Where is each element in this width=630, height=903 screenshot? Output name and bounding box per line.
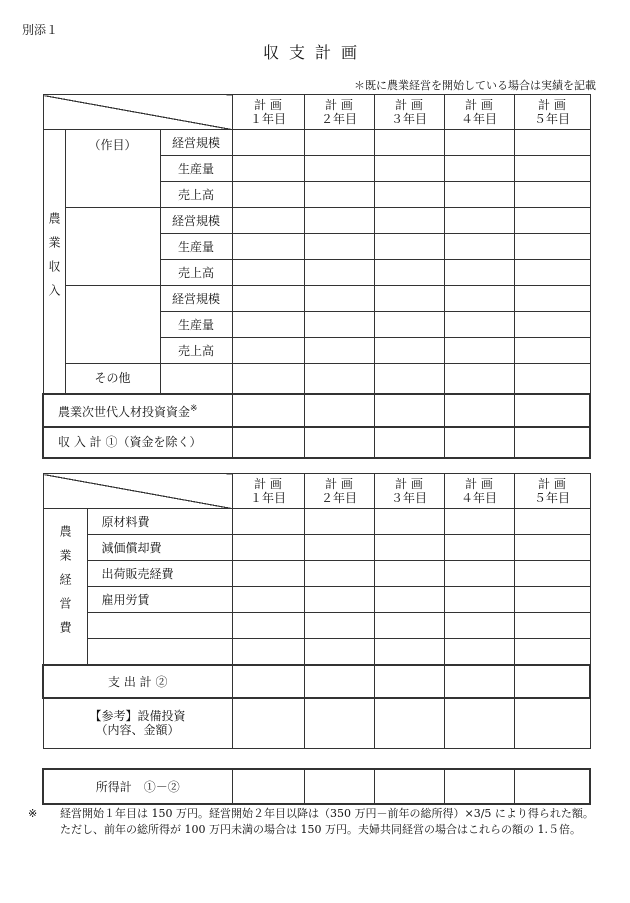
input-cell[interactable] bbox=[232, 613, 304, 639]
input-cell[interactable] bbox=[304, 613, 374, 639]
table-row bbox=[43, 613, 590, 639]
input-cell[interactable] bbox=[444, 698, 514, 748]
item-label: 経営規模 bbox=[160, 130, 232, 156]
item-label: 売上高 bbox=[160, 260, 232, 286]
input-cell[interactable] bbox=[232, 561, 304, 587]
input-cell[interactable] bbox=[304, 286, 374, 312]
table-row bbox=[43, 509, 590, 535]
input-cell[interactable] bbox=[444, 286, 514, 312]
input-cell[interactable] bbox=[374, 312, 444, 338]
input-cell[interactable] bbox=[232, 535, 304, 561]
crop-blank[interactable] bbox=[65, 208, 160, 286]
expense-header-row bbox=[43, 474, 590, 509]
input-cell[interactable] bbox=[514, 260, 590, 286]
input-cell[interactable] bbox=[232, 427, 304, 458]
header-diagonal-cell bbox=[43, 95, 232, 130]
table-row bbox=[43, 561, 590, 587]
input-cell[interactable] bbox=[374, 260, 444, 286]
input-cell[interactable] bbox=[444, 509, 514, 535]
item-label: 減価償却費 bbox=[87, 535, 232, 561]
input-cell[interactable] bbox=[514, 234, 590, 260]
input-cell[interactable] bbox=[374, 639, 444, 666]
input-cell[interactable] bbox=[374, 286, 444, 312]
net-income-table bbox=[42, 768, 591, 805]
input-cell[interactable] bbox=[304, 260, 374, 286]
income-table bbox=[42, 94, 591, 459]
table-row bbox=[43, 364, 590, 394]
input-cell[interactable] bbox=[514, 665, 590, 698]
expense-table bbox=[42, 473, 591, 749]
table-row bbox=[43, 639, 590, 666]
input-cell[interactable] bbox=[514, 613, 590, 639]
table-row bbox=[43, 535, 590, 561]
item-label: 原材料費 bbox=[87, 509, 232, 535]
year-header-5: 計 画 ５年目 bbox=[514, 474, 590, 509]
input-cell[interactable] bbox=[444, 312, 514, 338]
input-cell[interactable] bbox=[374, 130, 444, 156]
input-cell[interactable] bbox=[444, 587, 514, 613]
item-label: 売上高 bbox=[160, 338, 232, 364]
input-cell[interactable] bbox=[304, 769, 374, 804]
input-cell[interactable] bbox=[232, 208, 304, 234]
input-cell[interactable] bbox=[444, 394, 514, 427]
input-cell[interactable] bbox=[444, 338, 514, 364]
input-cell[interactable] bbox=[304, 182, 374, 208]
input-cell[interactable] bbox=[232, 286, 304, 312]
income-header-row bbox=[43, 95, 590, 130]
input-cell[interactable] bbox=[514, 286, 590, 312]
page-title: 収支計画 bbox=[262, 43, 367, 62]
input-cell[interactable] bbox=[304, 665, 374, 698]
table-row bbox=[43, 130, 590, 156]
table-row bbox=[43, 208, 590, 234]
expense-total-label: 支 出 計 ② bbox=[43, 665, 232, 698]
input-cell[interactable] bbox=[444, 561, 514, 587]
input-cell[interactable] bbox=[374, 427, 444, 458]
input-cell[interactable] bbox=[374, 587, 444, 613]
item-label: 経営規模 bbox=[160, 208, 232, 234]
year-header-4: 計 画 ４年目 bbox=[444, 474, 514, 509]
input-cell[interactable] bbox=[304, 312, 374, 338]
item-label[interactable] bbox=[87, 639, 232, 666]
input-cell[interactable] bbox=[304, 561, 374, 587]
input-cell[interactable] bbox=[304, 639, 374, 666]
other-label: その他 bbox=[65, 364, 160, 394]
input-cell[interactable] bbox=[374, 182, 444, 208]
input-cell[interactable] bbox=[514, 587, 590, 613]
input-cell[interactable] bbox=[514, 509, 590, 535]
year-header-3: 計 画 ３年目 bbox=[374, 474, 444, 509]
net-income-label: 所得計 ①－② bbox=[43, 769, 232, 804]
input-cell[interactable] bbox=[374, 394, 444, 427]
input-cell[interactable] bbox=[374, 698, 444, 748]
year-header-1: 計 画 １年目 bbox=[232, 95, 304, 130]
input-cell[interactable] bbox=[304, 364, 374, 394]
input-cell[interactable] bbox=[232, 665, 304, 698]
input-cell[interactable] bbox=[232, 364, 304, 394]
input-cell[interactable] bbox=[304, 338, 374, 364]
input-cell[interactable] bbox=[444, 130, 514, 156]
actual-results-note: ＊既に農業経営を開始している場合は実績を記載 bbox=[354, 79, 596, 92]
income-category: 農業収入 bbox=[43, 130, 65, 394]
input-cell[interactable] bbox=[514, 130, 590, 156]
net-income-row bbox=[43, 769, 590, 804]
input-cell[interactable] bbox=[232, 394, 304, 427]
input-cell[interactable] bbox=[444, 427, 514, 458]
input-cell[interactable] bbox=[304, 234, 374, 260]
table-row bbox=[43, 286, 590, 312]
reference-row bbox=[43, 698, 590, 748]
input-cell[interactable] bbox=[444, 234, 514, 260]
input-cell[interactable] bbox=[232, 587, 304, 613]
item-label: 雇用労賃 bbox=[87, 587, 232, 613]
year-header-1: 計 画 １年目 bbox=[232, 474, 304, 509]
input-cell[interactable] bbox=[444, 364, 514, 394]
input-cell[interactable] bbox=[232, 182, 304, 208]
input-cell[interactable] bbox=[514, 535, 590, 561]
input-cell[interactable] bbox=[304, 156, 374, 182]
expense-total-row bbox=[43, 665, 590, 698]
input-cell[interactable] bbox=[374, 665, 444, 698]
input-cell[interactable] bbox=[304, 587, 374, 613]
input-cell[interactable] bbox=[444, 208, 514, 234]
input-cell[interactable] bbox=[514, 312, 590, 338]
item-label[interactable] bbox=[87, 613, 232, 639]
input-cell[interactable] bbox=[232, 338, 304, 364]
fund-row bbox=[43, 394, 590, 427]
input-cell[interactable] bbox=[444, 260, 514, 286]
input-cell[interactable] bbox=[514, 182, 590, 208]
income-total-label: 収 入 計 ①（資金を除く） bbox=[43, 427, 232, 458]
input-cell[interactable] bbox=[514, 698, 590, 748]
input-cell[interactable] bbox=[514, 156, 590, 182]
crop-blank[interactable] bbox=[65, 286, 160, 364]
input-cell[interactable] bbox=[514, 364, 590, 394]
income-total-row bbox=[43, 427, 590, 458]
footnote-text: 経営開始１年目は 150 万円。経営開始２年目以降は（350 万円－前年の総所得）×3/5 により得られた額。ただし、前年の総所得が 100 万円未満の場合は 150 万円。夫婦共同経営の場合はこれらの額の 1.５倍。 bbox=[60, 807, 594, 836]
input-cell[interactable] bbox=[514, 338, 590, 364]
input-cell[interactable] bbox=[444, 639, 514, 666]
input-cell[interactable] bbox=[304, 394, 374, 427]
year-header-5: 計 画 ５年目 bbox=[514, 95, 590, 130]
input-cell[interactable] bbox=[160, 364, 232, 394]
reference-label: 【参考】設備投資 （内容、金額） bbox=[43, 698, 232, 748]
item-label: 生産量 bbox=[160, 156, 232, 182]
input-cell[interactable] bbox=[232, 509, 304, 535]
input-cell[interactable] bbox=[514, 394, 590, 427]
input-cell[interactable] bbox=[232, 312, 304, 338]
year-header-2: 計 画 ２年目 bbox=[304, 95, 374, 130]
expense-category: 農業経営費 bbox=[43, 509, 87, 666]
input-cell[interactable] bbox=[304, 535, 374, 561]
input-cell[interactable] bbox=[304, 130, 374, 156]
input-cell[interactable] bbox=[514, 561, 590, 587]
input-cell[interactable] bbox=[514, 639, 590, 666]
input-cell[interactable] bbox=[374, 769, 444, 804]
input-cell[interactable] bbox=[232, 156, 304, 182]
item-label: 経営規模 bbox=[160, 286, 232, 312]
input-cell[interactable] bbox=[232, 639, 304, 666]
input-cell[interactable] bbox=[514, 769, 590, 804]
input-cell[interactable] bbox=[374, 364, 444, 394]
input-cell[interactable] bbox=[374, 234, 444, 260]
input-cell[interactable] bbox=[304, 509, 374, 535]
input-cell[interactable] bbox=[374, 156, 444, 182]
table-row bbox=[43, 587, 590, 613]
input-cell[interactable] bbox=[444, 769, 514, 804]
item-label: 売上高 bbox=[160, 182, 232, 208]
input-cell[interactable] bbox=[444, 182, 514, 208]
input-cell[interactable] bbox=[304, 208, 374, 234]
input-cell[interactable] bbox=[374, 509, 444, 535]
input-cell[interactable] bbox=[232, 130, 304, 156]
input-cell[interactable] bbox=[374, 535, 444, 561]
input-cell[interactable] bbox=[514, 208, 590, 234]
year-header-4: 計 画 ４年目 bbox=[444, 95, 514, 130]
input-cell[interactable] bbox=[232, 769, 304, 804]
input-cell[interactable] bbox=[232, 698, 304, 748]
item-label: 生産量 bbox=[160, 234, 232, 260]
input-cell[interactable] bbox=[444, 156, 514, 182]
input-cell[interactable] bbox=[232, 234, 304, 260]
header-diagonal-cell bbox=[43, 474, 232, 509]
input-cell[interactable] bbox=[444, 535, 514, 561]
input-cell[interactable] bbox=[304, 427, 374, 458]
footnote bbox=[30, 806, 598, 838]
footnote-mark: ※ bbox=[28, 807, 38, 820]
year-header-2: 計 画 ２年目 bbox=[304, 474, 374, 509]
input-cell[interactable] bbox=[444, 613, 514, 639]
item-label: 生産量 bbox=[160, 312, 232, 338]
item-label: 出荷販売経費 bbox=[87, 561, 232, 587]
fund-label: 農業次世代人材投資資金※ bbox=[43, 394, 232, 427]
annex-label: 別添１ bbox=[22, 23, 59, 37]
input-cell[interactable] bbox=[374, 208, 444, 234]
input-cell[interactable] bbox=[374, 613, 444, 639]
input-cell[interactable] bbox=[232, 260, 304, 286]
crop-label: （作目） bbox=[65, 130, 160, 208]
input-cell[interactable] bbox=[374, 561, 444, 587]
year-header-3: 計 画 ３年目 bbox=[374, 95, 444, 130]
input-cell[interactable] bbox=[444, 665, 514, 698]
input-cell[interactable] bbox=[304, 698, 374, 748]
input-cell[interactable] bbox=[374, 338, 444, 364]
input-cell[interactable] bbox=[514, 427, 590, 458]
